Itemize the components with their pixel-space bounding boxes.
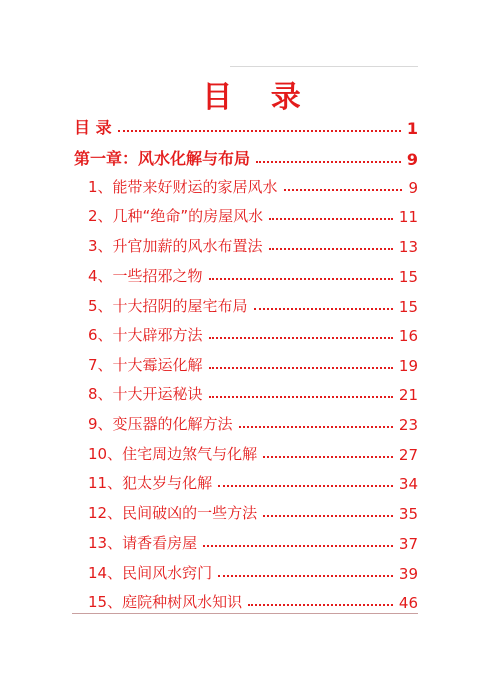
toc-entry-label: 目 录: [74, 118, 112, 137]
toc-entry-label: 12、民间破凶的一些方法: [88, 504, 258, 522]
toc-entry-label: 11、犯太岁与化解: [88, 474, 213, 492]
toc-entry[interactable]: [88, 200, 418, 226]
bottom-rule: [72, 613, 418, 614]
toc-entry-label: 5、十大招阴的屋宅布局: [88, 297, 248, 315]
toc-entry[interactable]: [88, 527, 418, 553]
toc-entry-page: 39: [398, 565, 418, 583]
toc-entry[interactable]: [88, 408, 418, 434]
toc-entry-page: 16: [398, 327, 418, 345]
toc-entry-label: 4、一些招邪之物: [88, 267, 203, 285]
toc-entry-page: 46: [398, 594, 418, 612]
toc-entry[interactable]: [88, 557, 418, 583]
dot-leader: [263, 515, 393, 517]
toc-entry[interactable]: [88, 378, 418, 404]
toc-entry[interactable]: [88, 586, 418, 612]
dot-leader: [209, 367, 393, 369]
toc-entry-page: 35: [398, 505, 418, 523]
toc-entry-label: 13、请香看房屋: [88, 534, 198, 552]
toc-entry[interactable]: [88, 438, 418, 464]
dot-leader: [239, 426, 393, 428]
toc-entry-label: 8、十大开运秘诀: [88, 385, 203, 403]
toc-entry-page: 13: [398, 238, 418, 256]
toc-entry[interactable]: [88, 290, 418, 316]
toc-entry-label: 15、庭院种树风水知识: [88, 593, 243, 611]
toc-entry-label: 6、十大辟邪方法: [88, 326, 203, 344]
dot-leader: [263, 456, 393, 458]
toc-entry-page: 21: [398, 386, 418, 404]
toc-entry[interactable]: [88, 319, 418, 345]
toc-entry-page: 27: [398, 446, 418, 464]
toc-entry-label: 第一章：风水化解与布局: [74, 149, 251, 168]
toc-entry-label: 9、变压器的化解方法: [88, 415, 233, 433]
dot-leader: [209, 278, 393, 280]
toc-entry[interactable]: [88, 467, 418, 493]
toc-entry-page: 37: [398, 535, 418, 553]
dot-leader: [218, 575, 393, 577]
toc-entry[interactable]: [88, 260, 418, 286]
toc-entry-page: 11: [398, 208, 418, 226]
toc-entry-page: 15: [398, 268, 418, 286]
toc-entry-page: 23: [398, 416, 418, 434]
dot-leader: [118, 130, 401, 132]
dot-leader: [209, 396, 393, 398]
dot-leader: [269, 248, 393, 250]
dot-leader: [209, 337, 393, 339]
toc-entry-page: 15: [398, 298, 418, 316]
toc-entry-label: 3、升官加薪的风水布置法: [88, 237, 263, 255]
toc-entry-page: 9: [408, 179, 418, 197]
toc-entry-chapter-1[interactable]: [74, 143, 418, 169]
toc-entry-label: 1、能带来好财运的家居风水: [88, 178, 278, 196]
toc-entry-label: 2、几种“绝命”的房屋风水: [88, 207, 264, 225]
toc-entry-page: 19: [398, 357, 418, 375]
dot-leader: [254, 308, 393, 310]
toc-entry-page: 1: [406, 119, 418, 138]
toc-entry-label: 7、十大霉运化解: [88, 356, 203, 374]
toc-entry[interactable]: [88, 497, 418, 523]
toc-entry-page: 34: [398, 475, 418, 493]
toc-entry-label: 14、民间风水窍门: [88, 564, 213, 582]
toc-entry[interactable]: [88, 171, 418, 197]
toc-entry-contents[interactable]: [74, 112, 418, 138]
toc-entry[interactable]: [88, 230, 418, 256]
toc-entry-page: 9: [406, 150, 418, 169]
dot-leader: [248, 604, 393, 606]
dot-leader: [256, 161, 401, 163]
toc-entry[interactable]: [88, 349, 418, 375]
dot-leader: [203, 545, 393, 547]
dot-leader: [269, 218, 393, 220]
dot-leader: [284, 189, 403, 191]
page-title: 目 录: [202, 80, 315, 115]
dot-leader: [218, 485, 393, 487]
toc-entry-label: 10、住宅周边煞气与化解: [88, 445, 258, 463]
